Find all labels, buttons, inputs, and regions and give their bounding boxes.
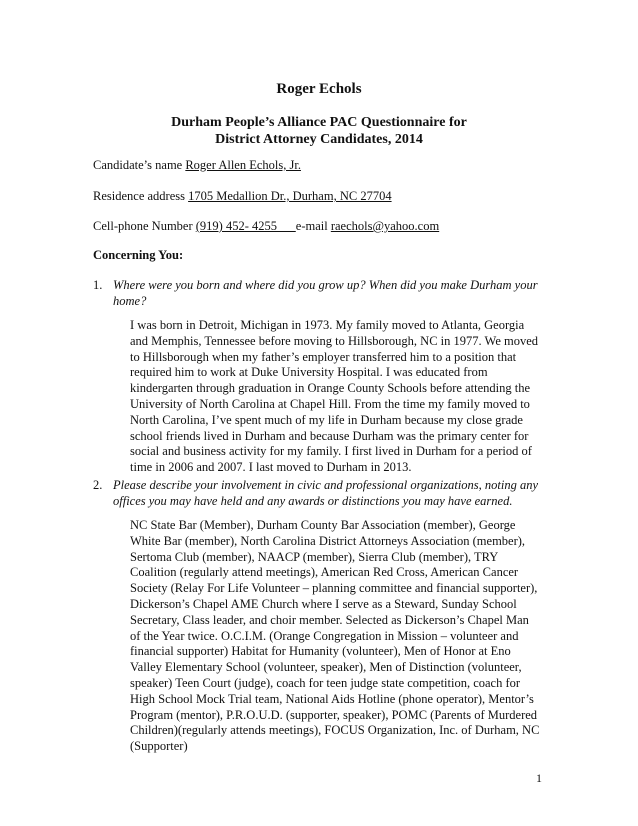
- answer-1-line: North Carolina, I’ve spent much of my life in Durham because my close grade: [130, 412, 523, 427]
- contact-field: [93, 219, 439, 234]
- residence-address-value: 1705 Medallion Dr., Durham, NC 27704: [188, 189, 392, 203]
- answer-2-line: Society (Relay For Life Volunteer – planning committee and financial supporter),: [130, 581, 538, 596]
- answer-1-line: school friends lived in Durham and because Durham was the primary center for: [130, 428, 529, 443]
- answer-2-line: financial supporter) Habitat for Humanity (volunteer), Men of Honor at Eno: [130, 644, 511, 659]
- email-label: e-mail: [295, 219, 331, 233]
- answer-2-line: Coalition (regularly attend meetings), American Red Cross, American Cancer: [130, 565, 519, 580]
- answer-2-line: Valley Elementary School (volunteer, speaker), Men of Distinction (volunteer,: [130, 660, 522, 675]
- answer-2-line: Sertoma Club (member), NAACP (member), Sierra Club (member), TRY: [130, 549, 499, 564]
- subtitle-line-2: District Attorney Candidates, 2014: [215, 132, 423, 147]
- answer-1-line: University of North Carolina at Chapel Hill. From the time my family moved to: [130, 396, 530, 411]
- question-1-number: 1.: [93, 278, 103, 292]
- answer-2: [130, 518, 550, 755]
- answer-1-line: I was born in Detroit, Michigan in 1973. My family moved to Atlanta, Georgia: [130, 318, 525, 332]
- candidate-name-title: Roger Echols: [276, 81, 362, 97]
- question-2-text: Please describe your involvement in civic and professional organizations, noting any offices you may have held and any awards or distinctions you may have earned.: [113, 478, 539, 508]
- answer-1-line: time in 2006 and 2007. I last moved to Durham in 2013.: [130, 460, 412, 475]
- answer-1-line: to Hillsborough when my father’s employer transferred him to a position that: [130, 349, 517, 364]
- answer-1-line: and Memphis, Tennessee before moving to Hillsborough, NC in 1977. We moved: [130, 333, 539, 348]
- cell-phone-label: Cell-phone Number: [93, 219, 196, 233]
- cell-phone-value: (919) 452- 4255: [195, 219, 296, 233]
- page-number: 1: [536, 771, 542, 785]
- subtitle-line-1: Durham People’s Alliance PAC Questionnaire for: [171, 115, 467, 130]
- answer-2-line: High School Mock Trial team, National Aids Hotline (phone operator), Mentor’s: [130, 691, 534, 706]
- question-1-text: Where were you born and where did you grow up? When did you make Durham your home?: [113, 278, 538, 308]
- answer-1-line: kindergarten through graduation in Orange County Schools before attending the: [130, 381, 531, 396]
- answer-2-line: (Supporter): [130, 739, 188, 754]
- residence-address-label: Residence address: [93, 189, 189, 203]
- answer-2-line: Children)(regularly attends meetings), FOCUS Organization, Inc. of Durham, NC: [130, 723, 540, 738]
- section-heading: Concerning You:: [93, 248, 184, 262]
- document-subtitle: [0, 114, 638, 148]
- question-2: [93, 478, 553, 509]
- answer-1-line: social and business activity for my family. I first lived in Durham for a period of: [130, 444, 532, 459]
- answer-1: [130, 318, 550, 476]
- answer-2-line: Program (mentor), P.R.O.U.D. (supporter, speaker), POMC (Parents of Murdered: [130, 707, 538, 722]
- candidate-name-value: Roger Allen Echols, Jr.: [185, 158, 301, 172]
- answer-2-line: NC State Bar (Member), Durham County Bar Association (member), George: [130, 518, 516, 532]
- question-1: [93, 278, 553, 309]
- candidate-name-field: [93, 158, 301, 173]
- answer-2-line: Dickerson’s Chapel AME Church where I serve as a Steward, Sunday School: [130, 596, 517, 611]
- email-value: raechols@yahoo.com: [330, 219, 440, 233]
- answer-2-line: of the Year twice. O.C.I.M. (Orange Congregation in Mission – volunteer and: [130, 628, 519, 643]
- answer-2-line: White Bar (member), North Carolina District Attorneys Association (member),: [130, 533, 526, 548]
- residence-address-field: [93, 189, 392, 204]
- answer-2-line: speaker) Teen Court (judge), coach for teen judge state competition, coach for: [130, 675, 521, 690]
- candidate-name-label: Candidate’s name: [93, 158, 186, 172]
- answer-1-line: required him to work at Duke University Hospital. I was educated from: [130, 365, 488, 380]
- answer-2-line: Secretary, Class leader, and choir member. Selected as Dickerson’s Chapel Man: [130, 612, 529, 627]
- question-2-number: 2.: [93, 478, 103, 492]
